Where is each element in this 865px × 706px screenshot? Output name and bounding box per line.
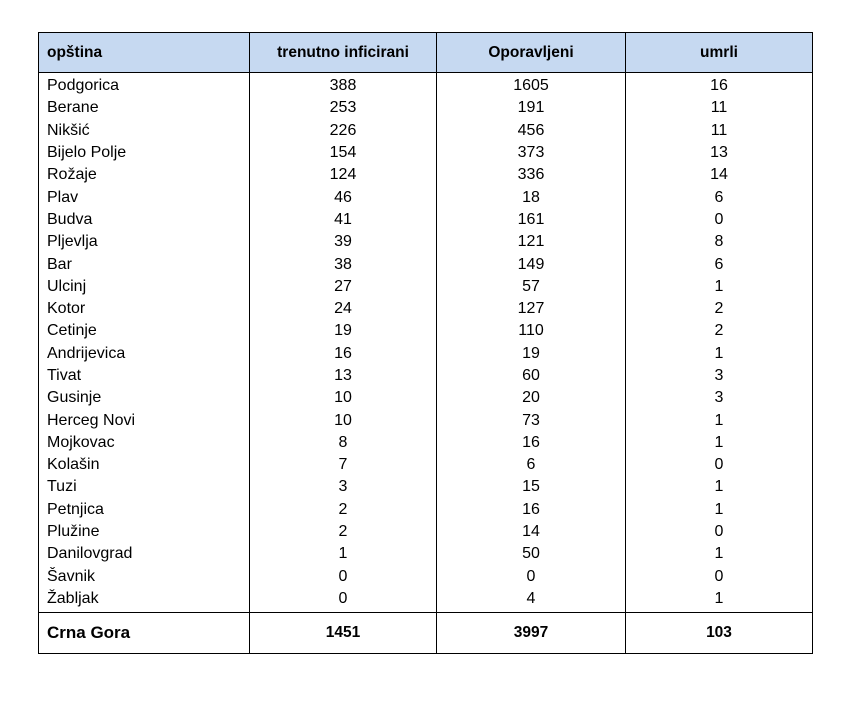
cell-recovered: 73	[437, 409, 626, 431]
cell-deaths: 1	[626, 409, 813, 431]
cell-deaths: 11	[626, 97, 813, 119]
municipality-covid-table	[38, 32, 813, 654]
cell-currently-infected: 3	[250, 476, 437, 498]
cell-municipality: Mojkovac	[39, 432, 250, 454]
table-header	[39, 33, 813, 73]
cell-currently-infected: 388	[250, 73, 437, 98]
cell-municipality: Danilovgrad	[39, 543, 250, 565]
total-currently-infected: 1451	[250, 613, 437, 654]
cell-deaths: 3	[626, 365, 813, 387]
cell-currently-infected: 0	[250, 588, 437, 613]
cell-deaths: 3	[626, 387, 813, 409]
cell-currently-infected: 124	[250, 164, 437, 186]
cell-deaths: 0	[626, 209, 813, 231]
cell-recovered: 50	[437, 543, 626, 565]
cell-recovered: 373	[437, 142, 626, 164]
cell-recovered: 19	[437, 343, 626, 365]
cell-recovered: 191	[437, 97, 626, 119]
cell-currently-infected: 10	[250, 387, 437, 409]
cell-recovered: 127	[437, 298, 626, 320]
cell-deaths: 6	[626, 253, 813, 275]
table-row	[39, 73, 813, 98]
table-row	[39, 476, 813, 498]
cell-deaths: 1	[626, 432, 813, 454]
cell-deaths: 2	[626, 320, 813, 342]
cell-municipality: Andrijevica	[39, 343, 250, 365]
cell-municipality: Berane	[39, 97, 250, 119]
cell-currently-infected: 226	[250, 120, 437, 142]
cell-currently-infected: 2	[250, 499, 437, 521]
table-row	[39, 409, 813, 431]
cell-recovered: 149	[437, 253, 626, 275]
total-label: Crna Gora	[39, 613, 250, 654]
cell-deaths: 1	[626, 276, 813, 298]
cell-deaths: 1	[626, 476, 813, 498]
cell-currently-infected: 13	[250, 365, 437, 387]
cell-recovered: 16	[437, 432, 626, 454]
header-municipality: opština	[39, 33, 250, 73]
header-recovered: Oporavljeni	[437, 33, 626, 73]
table-row	[39, 320, 813, 342]
cell-municipality: Žabljak	[39, 588, 250, 613]
table-row	[39, 499, 813, 521]
cell-currently-infected: 19	[250, 320, 437, 342]
cell-recovered: 121	[437, 231, 626, 253]
table-footer	[39, 613, 813, 654]
cell-recovered: 161	[437, 209, 626, 231]
cell-currently-infected: 16	[250, 343, 437, 365]
cell-municipality: Bijelo Polje	[39, 142, 250, 164]
cell-recovered: 110	[437, 320, 626, 342]
table-row	[39, 120, 813, 142]
cell-currently-infected: 7	[250, 454, 437, 476]
table-row	[39, 588, 813, 613]
cell-deaths: 1	[626, 499, 813, 521]
cell-municipality: Podgorica	[39, 73, 250, 98]
cell-currently-infected: 154	[250, 142, 437, 164]
cell-deaths: 0	[626, 566, 813, 588]
cell-currently-infected: 39	[250, 231, 437, 253]
cell-municipality: Ulcinj	[39, 276, 250, 298]
cell-municipality: Gusinje	[39, 387, 250, 409]
cell-deaths: 8	[626, 231, 813, 253]
cell-recovered: 15	[437, 476, 626, 498]
table-row	[39, 142, 813, 164]
cell-municipality: Rožaje	[39, 164, 250, 186]
cell-deaths: 11	[626, 120, 813, 142]
cell-deaths: 2	[626, 298, 813, 320]
table-row	[39, 566, 813, 588]
cell-currently-infected: 24	[250, 298, 437, 320]
table-row	[39, 186, 813, 208]
table-row	[39, 298, 813, 320]
cell-currently-infected: 253	[250, 97, 437, 119]
table-row	[39, 432, 813, 454]
cell-recovered: 336	[437, 164, 626, 186]
header-row	[39, 33, 813, 73]
cell-deaths: 6	[626, 186, 813, 208]
cell-municipality: Herceg Novi	[39, 409, 250, 431]
cell-recovered: 18	[437, 186, 626, 208]
cell-currently-infected: 1	[250, 543, 437, 565]
table-row	[39, 164, 813, 186]
cell-currently-infected: 2	[250, 521, 437, 543]
cell-deaths: 1	[626, 543, 813, 565]
header-deaths: umrli	[626, 33, 813, 73]
table-row	[39, 276, 813, 298]
cell-municipality: Nikšić	[39, 120, 250, 142]
cell-municipality: Cetinje	[39, 320, 250, 342]
cell-municipality: Tuzi	[39, 476, 250, 498]
cell-recovered: 16	[437, 499, 626, 521]
table-row	[39, 365, 813, 387]
table-row	[39, 209, 813, 231]
cell-recovered: 1605	[437, 73, 626, 98]
total-recovered: 3997	[437, 613, 626, 654]
cell-deaths: 1	[626, 588, 813, 613]
cell-recovered: 456	[437, 120, 626, 142]
cell-recovered: 20	[437, 387, 626, 409]
table-row	[39, 253, 813, 275]
table-row	[39, 454, 813, 476]
cell-deaths: 16	[626, 73, 813, 98]
cell-recovered: 60	[437, 365, 626, 387]
cell-municipality: Petnjica	[39, 499, 250, 521]
cell-recovered: 4	[437, 588, 626, 613]
cell-currently-infected: 41	[250, 209, 437, 231]
table-row	[39, 97, 813, 119]
cell-municipality: Pljevlja	[39, 231, 250, 253]
table-body	[39, 73, 813, 613]
table-row	[39, 521, 813, 543]
cell-municipality: Bar	[39, 253, 250, 275]
cell-municipality: Kolašin	[39, 454, 250, 476]
cell-currently-infected: 46	[250, 186, 437, 208]
cell-deaths: 14	[626, 164, 813, 186]
cell-currently-infected: 8	[250, 432, 437, 454]
header-currently-infected: trenutno inficirani	[250, 33, 437, 73]
cell-deaths: 13	[626, 142, 813, 164]
cell-municipality: Šavnik	[39, 566, 250, 588]
cell-municipality: Tivat	[39, 365, 250, 387]
cell-currently-infected: 38	[250, 253, 437, 275]
cell-currently-infected: 10	[250, 409, 437, 431]
table-row	[39, 387, 813, 409]
cell-currently-infected: 0	[250, 566, 437, 588]
table-row	[39, 231, 813, 253]
table-row	[39, 343, 813, 365]
table-row	[39, 543, 813, 565]
cell-municipality: Budva	[39, 209, 250, 231]
cell-municipality: Plav	[39, 186, 250, 208]
cell-recovered: 0	[437, 566, 626, 588]
cell-deaths: 0	[626, 454, 813, 476]
cell-deaths: 1	[626, 343, 813, 365]
total-row	[39, 613, 813, 654]
cell-deaths: 0	[626, 521, 813, 543]
cell-recovered: 6	[437, 454, 626, 476]
cell-currently-infected: 27	[250, 276, 437, 298]
cell-recovered: 57	[437, 276, 626, 298]
cell-municipality: Kotor	[39, 298, 250, 320]
cell-recovered: 14	[437, 521, 626, 543]
cell-municipality: Plužine	[39, 521, 250, 543]
total-deaths: 103	[626, 613, 813, 654]
